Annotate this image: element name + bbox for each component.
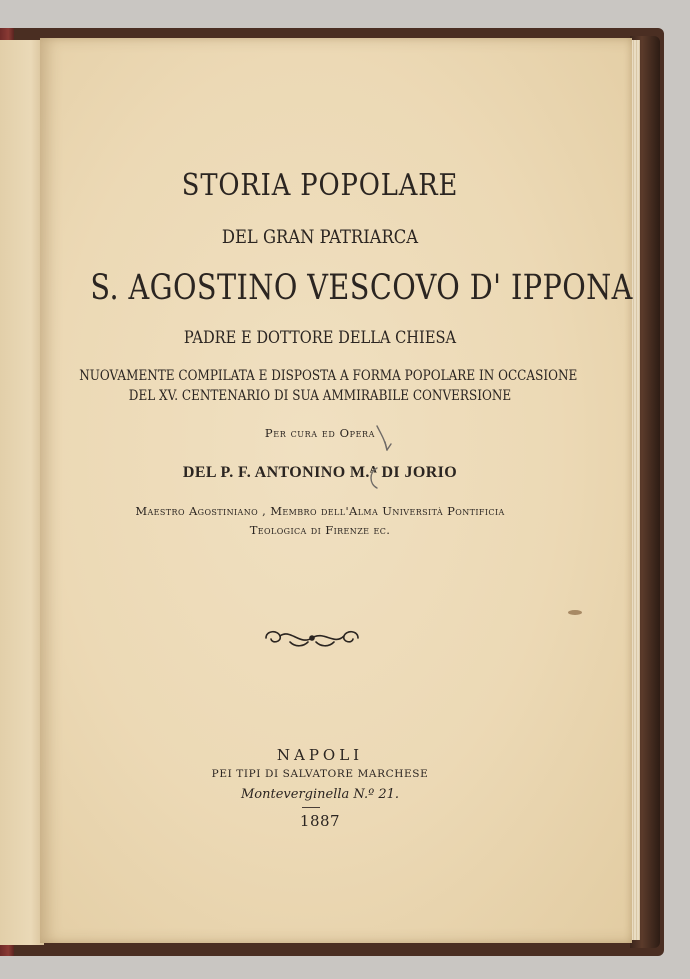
imprint-printer: PEI TIPI DI SALVATORE MARCHESE — [211, 768, 429, 780]
book-title: STORIA POPOLARE — [181, 168, 459, 203]
imprint-year: 1887 — [299, 812, 341, 830]
subtitle-line-2: S. AGOSTINO VESCOVO D' IPPONA — [90, 268, 633, 308]
ornament-flourish — [260, 624, 364, 652]
imprint-address: Monteverginella N.º 21. — [240, 787, 400, 802]
imprint-rule — [302, 807, 320, 808]
paper-stain — [568, 610, 582, 615]
title-page — [40, 38, 632, 943]
imprint-city: NAPOLI — [276, 746, 364, 764]
subtitle-line-3: PADRE E DOTTORE DELLA CHIESA — [183, 328, 457, 348]
cura-line: Per cura ed Opera — [264, 426, 376, 440]
description-line-2: DEL XV. CENTENARIO DI SUA AMMIRABILE CONVERSIONE — [128, 388, 512, 404]
credentials-line-1: Maestro Agostiniano , Membro dell'Alma Università Pontificia — [135, 504, 505, 518]
description-line-1: NUOVAMENTE COMPILATA E DISPOSTA A FORMA POPOLARE IN OCCASIONE — [79, 368, 578, 384]
facing-page — [0, 40, 44, 945]
author-line: DEL P. F. ANTONINO M.ᴬ DI JORIO — [182, 464, 458, 481]
pencil-annotation-mark — [363, 424, 403, 492]
credentials-line-2: Teologica di Firenze ec. — [249, 523, 391, 537]
subtitle-line-1: DEL GRAN PATRIARCA — [221, 226, 419, 248]
